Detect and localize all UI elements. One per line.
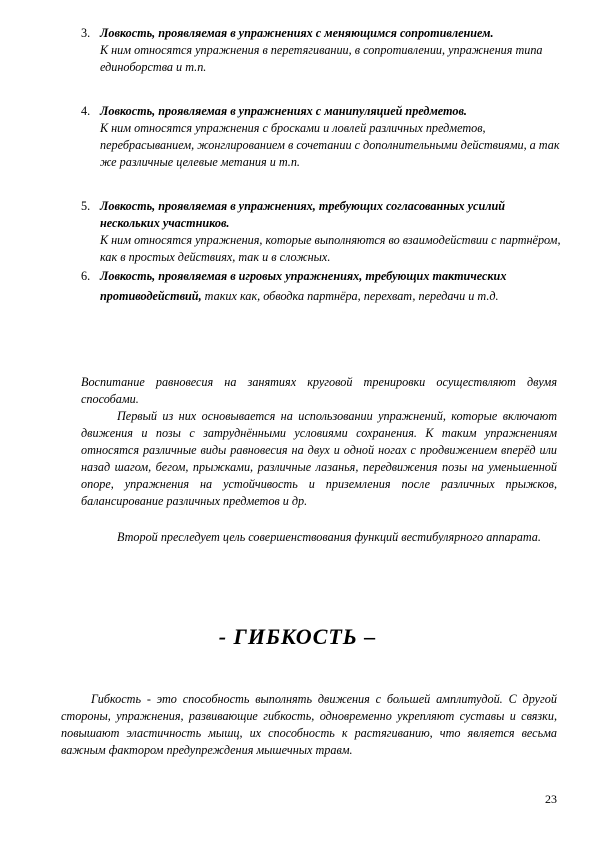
list-item-heading: Ловкость, проявляемая в игровых упражнениях, требующих тактических противодействий, bbox=[100, 269, 507, 303]
paragraph-balance-second: Второй преследует цель совершенствования функций вестибулярного аппарата. bbox=[117, 530, 541, 544]
paragraph-balance-first: Первый из них основывается на использовании упражнений, которые включают движения и позы с затруднёнными условиями сохранения. К таким упражнениям относятся различные виды равновесия на двух и одной ногах с продвижением вперёд или назад шагом, бегом, прыжками, различные лазанья, передвижения позы на уменьшенной опоре, упражнения на устойчивость и приземления после различных прыжков, балансирование различных предметов и др. bbox=[81, 409, 557, 508]
list-item-text: К ним относятся упражнения с бросками и ловлей различных предметов, перебрасыванием, жонглированием в сочетании с дополнительными действиями, а так же различные целевые метания и т.п. bbox=[100, 121, 560, 169]
list-item-text: К ним относятся упражнения в перетягивании, в сопротивлении, упражнения типа единоборства и т.п. bbox=[100, 43, 543, 74]
list-item bbox=[81, 25, 561, 76]
list-item-number: 3. bbox=[81, 26, 91, 40]
section-title: - ГИБКОСТЬ – bbox=[218, 624, 377, 649]
list-item-number: 4. bbox=[81, 104, 91, 118]
list-item-text: К ним относятся упражнения, которые выполняются во взаимодействии с партнёром, как в простых действиях, так и в сложных. bbox=[100, 233, 561, 264]
paragraph-flexibility: Гибкость - это способность выполнять движения с большей амплитудой. С другой стороны, упражнения, развивающие гибкость, одновременно укрепляют суставы и связки, повышают эластичность мышц, их способность к растягиванию, что является весьма важным фактором предупреждения мышечных травм. bbox=[61, 692, 557, 757]
list-item bbox=[81, 266, 561, 306]
list-item bbox=[81, 103, 561, 171]
list-item-heading: Ловкость, проявляемая в упражнениях, требующих согласованных усилий нескольких участников. bbox=[100, 199, 506, 230]
paragraph-balance-intro: Воспитание равновесия на занятиях круговой тренировки осуществляют двумя способами. bbox=[81, 375, 557, 406]
list-item-heading: Ловкость, проявляемая в упражнениях с манипуляцией предметов. bbox=[100, 104, 467, 118]
list-item-text: таких как, обводка партнёра, перехват, передачи и т.д. bbox=[204, 289, 499, 303]
list-item-heading: Ловкость, проявляемая в упражнениях с меняющимся сопротивлением. bbox=[100, 26, 494, 40]
numbered-list bbox=[81, 25, 561, 306]
list-item-number: 5. bbox=[81, 199, 91, 213]
page-number: 23 bbox=[545, 792, 557, 806]
list-item-number: 6. bbox=[81, 269, 91, 283]
list-item bbox=[81, 198, 561, 266]
